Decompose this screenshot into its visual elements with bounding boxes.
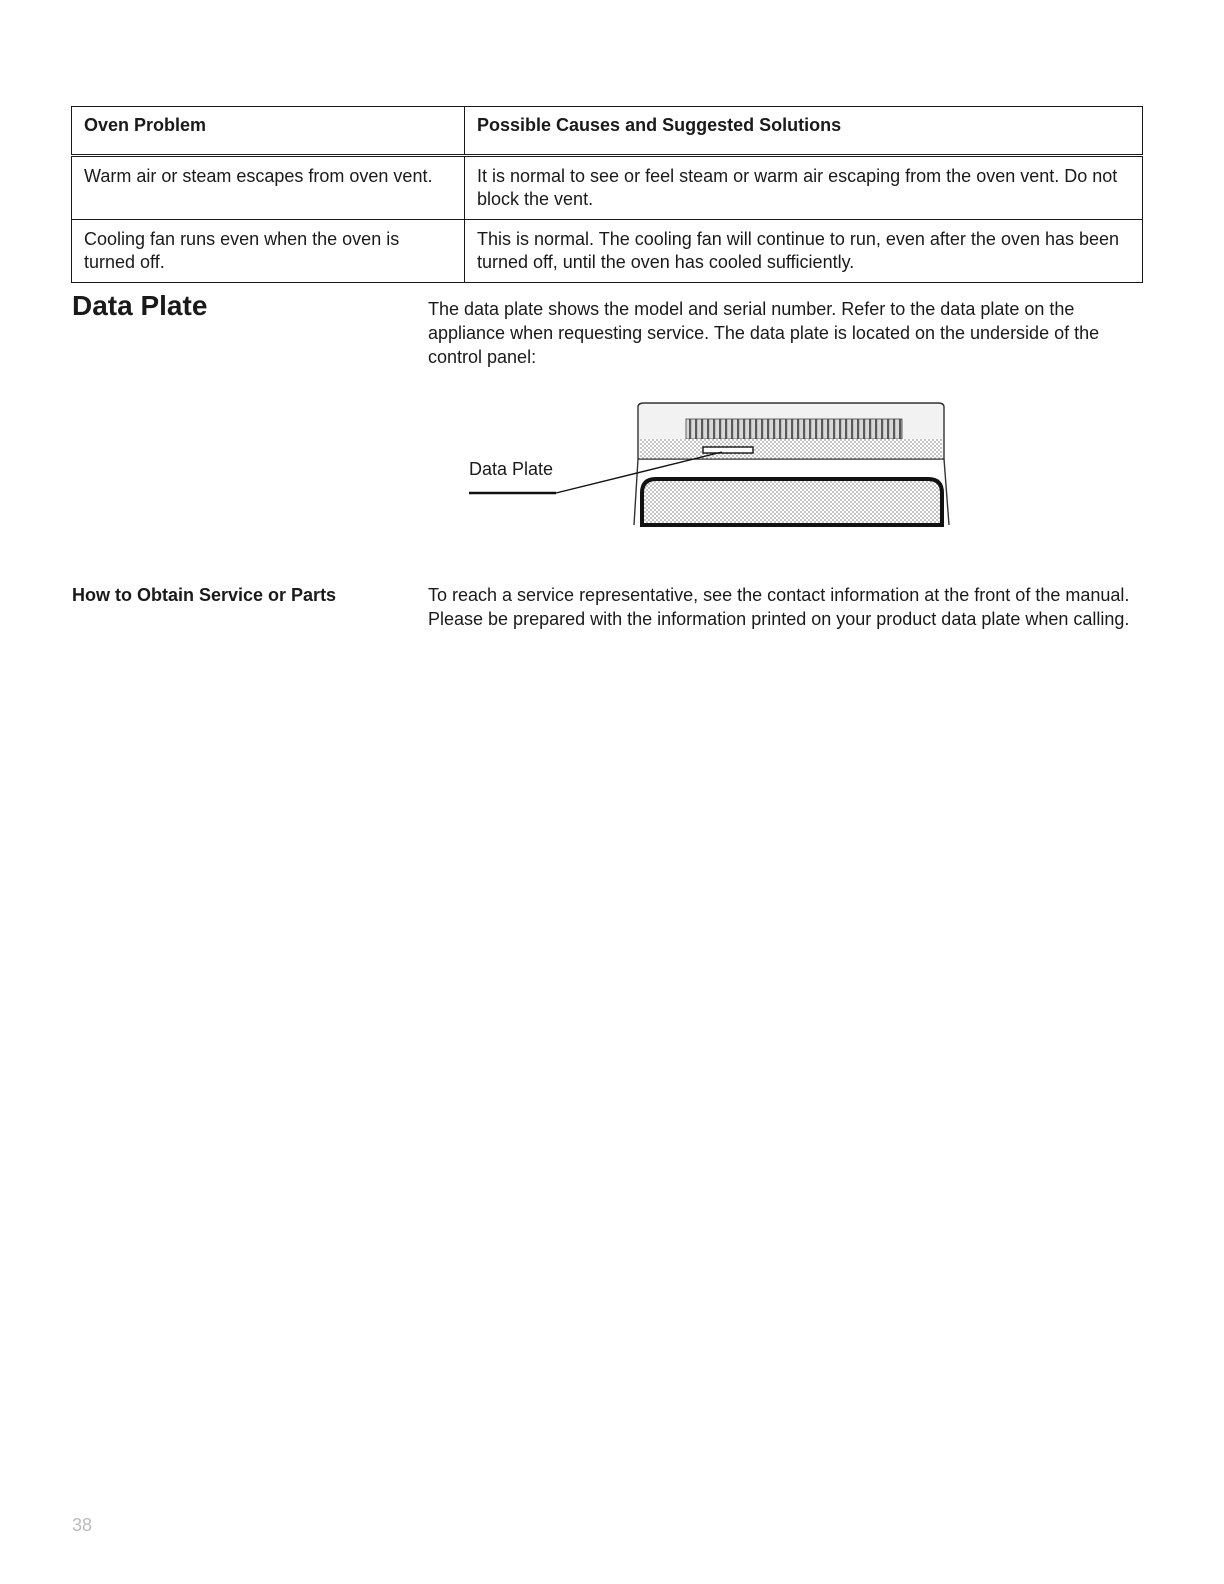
table-header-row <box>72 107 1143 156</box>
data-plate-illustration <box>460 395 960 530</box>
problem-cell: Cooling fan runs even when the oven is turned off. <box>72 220 465 283</box>
problem-cell: Warm air or steam escapes from oven vent. <box>72 156 465 220</box>
data-plate-marker <box>703 447 753 453</box>
table-row <box>72 156 1143 220</box>
vent-grille <box>686 419 902 439</box>
data-plate-description: The data plate shows the model and serial number. Refer to the data plate on the appliance when requesting service. The data plate is located on the underside of the control panel: <box>428 299 1100 367</box>
data-plate-heading: Data Plate <box>72 290 208 321</box>
oven-door-window <box>642 479 942 525</box>
table-row <box>72 220 1143 283</box>
data-plate-callout-label: Data Plate <box>469 459 554 479</box>
troubleshooting-table <box>71 106 1143 283</box>
column-header-problem: Oven Problem <box>72 107 465 156</box>
service-heading: How to Obtain Service or Parts <box>72 585 337 605</box>
solution-cell: This is normal. The cooling fan will continue to run, even after the oven has been turned off, until the oven has cooled sufficiently. <box>465 220 1143 283</box>
page-number: 38 <box>72 1515 93 1535</box>
solution-cell: It is normal to see or feel steam or warm air escaping from the oven vent. Do not block the vent. <box>465 156 1143 220</box>
service-description: To reach a service representative, see the contact information at the front of the manual. Please be prepared with the information printed on your product data plate when calling. <box>428 585 1130 629</box>
column-header-solutions: Possible Causes and Suggested Solutions <box>465 107 1143 156</box>
